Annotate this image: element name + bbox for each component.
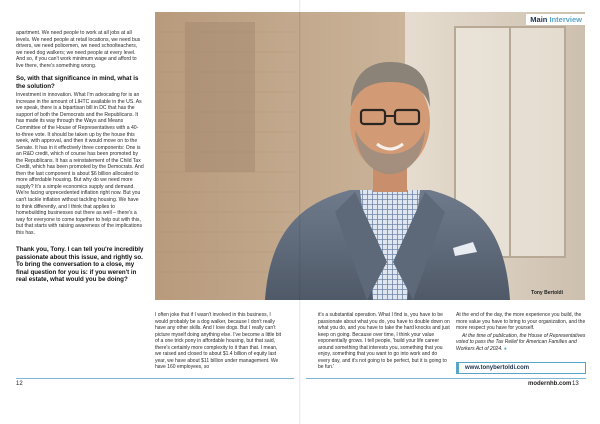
footer-rule-right (306, 378, 586, 379)
publication-note (456, 333, 586, 353)
question-heading: Thank you, Tony. I can tell you're incredibly passionate about this issue, and rightly so. To bring the conversation to a close, my final question for you is: if you weren't in real estate, what would you be doing? (16, 246, 144, 284)
question-heading: So, with that significance in mind, what is the solution? (16, 75, 139, 90)
section-tag (526, 14, 586, 25)
paragraph: apartment. We need people to work at all jobs at all levels. We need people at retail locations, we need bus drivers, we need policemen, we need schoolteachers, we need dog walkers; we need people at every level. And so, if you can't work minimum wage and afford to live there, there's something wrong. (16, 30, 141, 69)
page-number-left: 12 (16, 381, 23, 387)
paragraph: At the end of the day, the more experience you build, the more value you have to bring to your organization, and the more respect you have for yourself. (456, 312, 586, 332)
paragraph: I often joke that if I wasn't involved in this business, I would probably be a dog walker, because I don't really have any other skills. And I love dogs. But I really can't picture myself doing anything else. I've become a little bit of a one trick pony in affordable housing, but that said, there's certainly more complexity to it than that. I mean, we raised and closed to about $1.4 billion of equity last year, we have about $11 billion under management. We have 160 employees, so (155, 312, 282, 371)
text-column-3 (456, 312, 586, 352)
spine-shadow (299, 0, 301, 424)
section-main-label: Main (530, 15, 548, 24)
publication-note-text: At the time of publication, the House of Representatives voted to pass the Tax Relief for American Families and Workers Act of 2024. (456, 332, 586, 352)
portrait-photo (155, 12, 585, 300)
page-number-right: 13 (572, 381, 579, 387)
text-column-1 (155, 312, 283, 371)
section-interview-label: Interview (549, 15, 582, 24)
paragraph: Investment in innovation. What I'm advocating for is an increase in the amount of LIHTC available in the US. As we speak, there is a bipartisan bill in DC that has the support of both the Democrats and the Republicans. It has made its way through the Ways and Means Committee of the House of Representatives with a 40-to-three vote. It should be taken up by the house this week, with approval, and then it would move on to the Senate. It has in it effectively three components: One is an R&D credit, which of course has been promoted by the Republicans. It has a reinstatement of the Child Tax Credit, which has been promoted by the Democrats. And then the last component is about $6 billion allocated to more affordable housing. But why do we need more supply? It's a simple economics supply and demand. We're facing unprecedented inflation right now. But you can't tackle inflation without tackling housing. We have to think differently, and I think that applies to homebuilding businesses out there as well – there's a way for everyone to come together to help out with this, but that starts with raising awareness of the implications this has. (16, 92, 144, 236)
text-column-2 (318, 312, 450, 371)
photo-credit: Tony Bertoldi (531, 290, 563, 296)
end-mark-icon: ● (503, 345, 507, 352)
left-text-column (16, 30, 144, 286)
paragraph: it's a substantial operation. What I find is, you have to be passionate about what you do, you have to double down on what you do, and you have to take the hard knocks and just keep on going. Because over time, I think your value exponentially grows. I tell people, 'build your life career around something that interests you, something that you enjoy, something that you want to go into work and do every day, and it's not going to be perfect, but it is going to be fun.' (318, 312, 450, 371)
footer-rule-left (16, 378, 294, 379)
brand-url: modernhb.com (528, 381, 572, 387)
website-link[interactable]: www.tonybertoldi.com (456, 362, 586, 374)
